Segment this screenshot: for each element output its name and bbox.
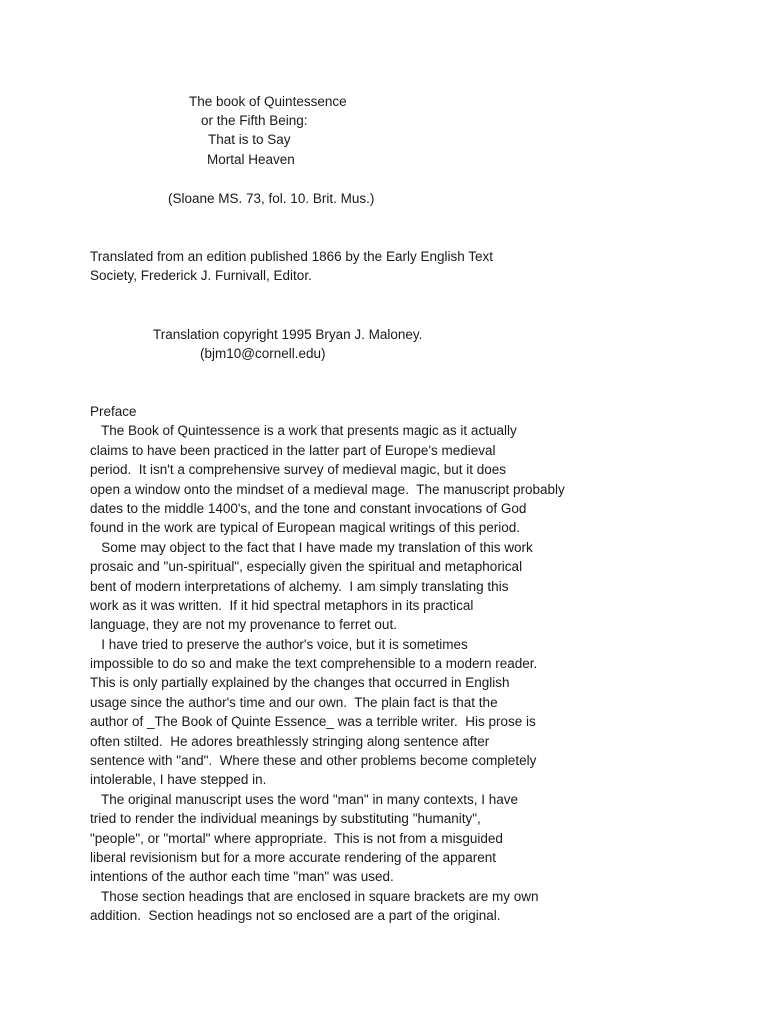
title-line-4: Mortal Heaven — [207, 152, 295, 167]
preface-line: intolerable, I have stepped in. — [90, 772, 267, 788]
preface-line: open a window onto the mindset of a medieval mage. The manuscript probably — [90, 481, 565, 497]
contact-email: (bjm10@cornell.edu) — [200, 346, 326, 361]
preface-line: impossible to do so and make the text comprehensible to a modern reader. — [90, 656, 538, 672]
preface-line: Some may object to the fact that I have made my translation of this work — [90, 539, 533, 555]
preface-line: liberal revisionism but for a more accurate rendering of the apparent — [90, 849, 496, 865]
preface-line: addition. Section headings not so enclosed are a part of the original. — [90, 908, 501, 924]
preface-line: language, they are not my provenance to ferret out. — [90, 617, 397, 633]
preface-line: I have tried to preserve the author's voice, but it is sometimes — [90, 636, 468, 652]
preface-line: found in the work are typical of European magical writings of this period. — [90, 520, 520, 536]
preface-line: intentions of the author each time "man" was used. — [90, 869, 394, 885]
preface-line: claims to have been practiced in the latter part of Europe's medieval — [90, 442, 496, 458]
translation-source-line: Translated from an edition published 1866 by the Early English Text — [90, 249, 493, 264]
preface-line: often stilted. He adores breathlessly stringing along sentence after — [90, 733, 490, 749]
title-line-2: or the Fifth Being: — [201, 113, 308, 128]
preface-line: usage since the author's time and our own. The plain fact is that the — [90, 694, 498, 710]
preface-line: "people", or "mortal" where appropriate. This is not from a misguided — [90, 830, 503, 846]
title-line-3: That is to Say — [208, 132, 291, 147]
title-line-1: The book of Quintessence — [189, 94, 347, 109]
preface-line: author of _The Book of Quinte Essence_ was a terrible writer. His prose is — [90, 714, 536, 730]
translation-source-line: Society, Frederick J. Furnivall, Editor. — [90, 268, 312, 284]
preface-line: period. It isn't a comprehensive survey of medieval magic, but it does — [90, 462, 507, 478]
preface-line: This is only partially explained by the changes that occurred in English — [90, 675, 510, 691]
preface-line: work as it was written. If it hid spectral metaphors in its practical — [90, 597, 474, 613]
source-reference: (Sloane MS. 73, fol. 10. Brit. Mus.) — [168, 191, 375, 206]
preface-section — [90, 402, 565, 926]
preface-line: The original manuscript uses the word "man" in many contexts, I have — [90, 791, 519, 807]
preface-line: bent of modern interpretations of alchemy. I am simply translating this — [90, 578, 509, 594]
translation-source — [90, 247, 493, 286]
preface-line: Those section headings that are enclosed in square brackets are my own — [90, 888, 539, 904]
preface-line: dates to the middle 1400's, and the tone and constant invocations of God — [90, 500, 527, 516]
preface-line: prosaic and "un-spiritual", especially given the spiritual and metaphorical — [90, 559, 523, 575]
copyright-line: Translation copyright 1995 Bryan J. Maloney. — [153, 327, 423, 342]
preface-line: tried to render the individual meanings by substituting "humanity", — [90, 811, 481, 827]
preface-line: The Book of Quintessence is a work that presents magic as it actually — [90, 423, 517, 439]
preface-heading: Preface — [90, 404, 137, 419]
preface-line: sentence with "and". Where these and other problems become completely — [90, 753, 537, 769]
